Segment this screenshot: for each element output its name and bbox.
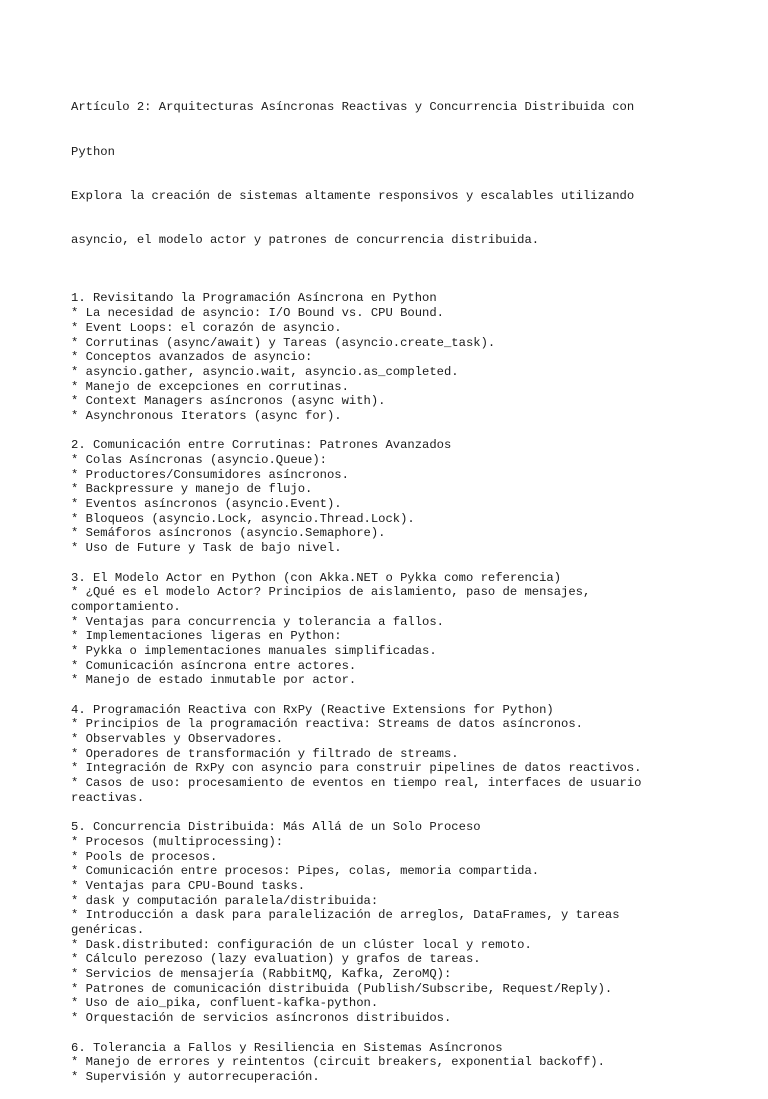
section-line: * Ventajas para CPU-Bound tasks. — [71, 878, 306, 893]
section-line: * Orquestación de servicios asíncronos distribuidos. — [71, 1011, 452, 1026]
section-1 — [71, 291, 691, 423]
section-line: * dask y computación paralela/distribuida: — [71, 893, 379, 908]
section-spacer — [71, 688, 691, 703]
section-line: * Comunicación asíncrona entre actores. — [71, 658, 357, 673]
section-line: * asyncio.gather, asyncio.wait, asyncio.as_completed. — [71, 364, 459, 379]
section-line: genéricas. — [71, 923, 145, 938]
section-line: * Observables y Observadores. — [71, 732, 284, 747]
section-line: * Implementaciones ligeras en Python: — [71, 629, 342, 644]
section-line: reactivas. — [71, 790, 145, 805]
section-line: * Ventajas para concurrencia y tolerancia a fallos. — [71, 614, 444, 629]
section-heading: 6. Tolerancia a Fallos y Resiliencia en Sistemas Asíncronos — [71, 1040, 503, 1055]
section-heading: 5. Concurrencia Distribuida: Más Allá de un Solo Proceso — [71, 820, 481, 835]
section-line: * Casos de uso: procesamiento de eventos en tiempo real, interfaces de usuario — [71, 776, 642, 791]
section-line: * Colas Asíncronas (asyncio.Queue): — [71, 453, 327, 468]
section-line: * Asynchronous Iterators (async for). — [71, 408, 342, 423]
section-line: * Patrones de comunicación distribuida (Publish/Subscribe, Request/Reply). — [71, 981, 613, 996]
section-line: * Supervisión y autorrecuperación. — [71, 1069, 320, 1084]
section-heading: 2. Comunicación entre Corrutinas: Patrones Avanzados — [71, 438, 452, 453]
section-line: * Conceptos avanzados de asyncio: — [71, 350, 313, 365]
section-line: * Context Managers asíncronos (async with). — [71, 394, 386, 409]
section-line: * Procesos (multiprocessing): — [71, 834, 284, 849]
section-line: * Eventos asíncronos (asyncio.Event). — [71, 497, 342, 512]
section-line: comportamiento. — [71, 599, 181, 614]
section-spacer — [71, 806, 691, 821]
section-line: * Backpressure y manejo de flujo. — [71, 482, 313, 497]
section-line: * Cálculo perezoso (lazy evaluation) y grafos de tareas. — [71, 952, 481, 967]
article-intro-line-1: Explora la creación de sistemas altamente responsivos y escalables utilizando — [71, 188, 635, 203]
section-line: * Pykka o implementaciones manuales simplificadas. — [71, 643, 437, 658]
section-line: * Operadores de transformación y filtrado de streams. — [71, 746, 459, 761]
section-line: * Introducción a dask para paralelización de arreglos, DataFrames, y tareas — [71, 908, 620, 923]
section-heading: 3. El Modelo Actor en Python (con Akka.NET o Pykka como referencia) — [71, 570, 562, 585]
section-line: * Manejo de errores y reintentos (circuit breakers, exponential backoff). — [71, 1055, 605, 1070]
section-line: * Manejo de estado inmutable por actor. — [71, 673, 357, 688]
section-line: * Semáforos asíncronos (asyncio.Semaphore). — [71, 526, 386, 541]
section-line: * Productores/Consumidores asíncronos. — [71, 467, 349, 482]
section-5 — [71, 820, 691, 1026]
section-line: * Comunicación entre procesos: Pipes, colas, memoria compartida. — [71, 864, 540, 879]
section-6 — [71, 1041, 691, 1085]
article-title-line-2: Python — [71, 144, 115, 159]
section-heading: 1. Revisitando la Programación Asíncrona en Python — [71, 291, 437, 306]
document-page — [71, 71, 691, 1099]
section-2 — [71, 438, 691, 556]
section-line: * Servicios de mensajería (RabbitMQ, Kafka, ZeroMQ): — [71, 967, 452, 982]
section-spacer — [71, 556, 691, 571]
section-line: * Dask.distributed: configuración de un clúster local y remoto. — [71, 937, 532, 952]
article-title-line-1: Artículo 2: Arquitecturas Asíncronas Reactivas y Concurrencia Distribuida con — [71, 100, 635, 115]
section-line: * Uso de Future y Task de bajo nivel. — [71, 541, 342, 556]
section-spacer — [71, 277, 691, 292]
section-line: * La necesidad de asyncio: I/O Bound vs. CPU Bound. — [71, 306, 444, 321]
section-line: * Uso de aio_pika, confluent-kafka-python. — [71, 996, 379, 1011]
section-heading: 4. Programación Reactiva con RxPy (Reactive Extensions for Python) — [71, 702, 554, 717]
article-intro-line-2: asyncio, el modelo actor y patrones de concurrencia distribuida. — [71, 232, 540, 247]
section-line: * Corrutinas (async/await) y Tareas (asyncio.create_task). — [71, 335, 496, 350]
section-4 — [71, 703, 691, 806]
section-spacer — [71, 424, 691, 439]
section-line: * Bloqueos (asyncio.Lock, asyncio.Thread.Lock). — [71, 511, 415, 526]
section-line: * Integración de RxPy con asyncio para construir pipelines de datos reactivos. — [71, 761, 642, 776]
section-line: * ¿Qué es el modelo Actor? Principios de aislamiento, paso de mensajes, — [71, 585, 591, 600]
article-sections — [71, 277, 691, 1085]
section-line: * Principios de la programación reactiva: Streams de datos asíncronos. — [71, 717, 583, 732]
section-line: * Manejo de excepciones en corrutinas. — [71, 379, 349, 394]
section-line: * Pools de procesos. — [71, 849, 218, 864]
section-3 — [71, 571, 691, 689]
section-line: * Event Loops: el corazón de asyncio. — [71, 320, 342, 335]
section-spacer — [71, 1026, 691, 1041]
